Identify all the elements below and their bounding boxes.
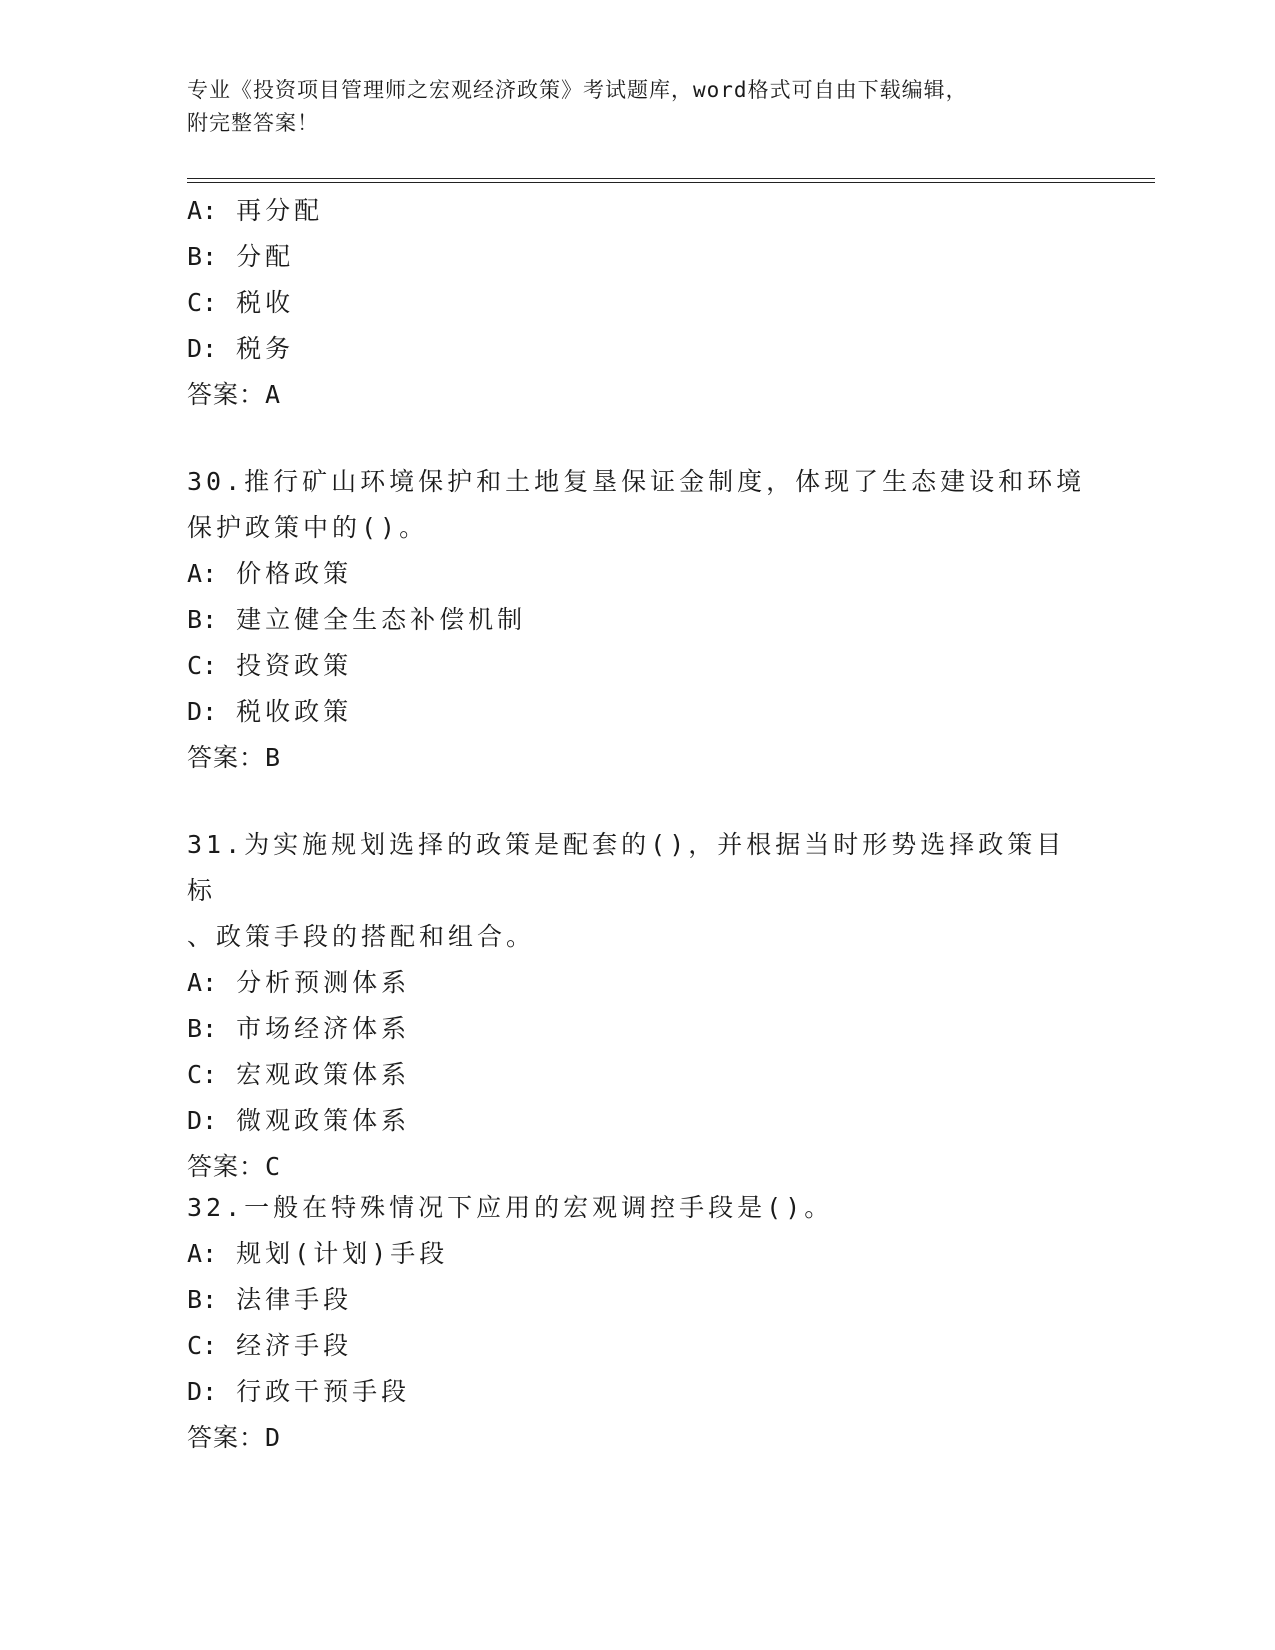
question-29-continued <box>187 188 1155 418</box>
answer-line: 答案：B <box>187 743 282 772</box>
option-c: C: 经济手段 <box>187 1331 353 1360</box>
option-a: A: 再分配 <box>187 196 324 225</box>
option-b: B: 建立健全生态补偿机制 <box>187 605 527 634</box>
option-c: C: 投资政策 <box>187 651 353 680</box>
question-stem-line-2: 、政策手段的搭配和组合。 <box>187 922 536 951</box>
question-stem-line-1: 30.推行矿山环境保护和土地复垦保证金制度，体现了生态建设和环境 <box>187 467 1086 496</box>
answer-line: 答案：D <box>187 1423 282 1452</box>
header-line-1: 专业《投资项目管理师之宏观经济政策》考试题库，word格式可自由下载编辑， <box>187 78 968 102</box>
option-a: A: 规划(计划)手段 <box>187 1239 449 1268</box>
question-stem-line-2: 保护政策中的()。 <box>187 513 429 542</box>
option-c: C: 宏观政策体系 <box>187 1060 411 1089</box>
option-b: B: 分配 <box>187 242 295 271</box>
answer-line: 答案：C <box>187 1152 282 1181</box>
option-b: B: 法律手段 <box>187 1285 353 1314</box>
question-30 <box>187 459 1155 781</box>
option-b: B: 市场经济体系 <box>187 1014 411 1043</box>
document-header <box>187 74 1087 140</box>
question-stem-line-1: 31.为实施规划选择的政策是配套的()，并根据当时形势选择政策目标 <box>187 830 1066 905</box>
option-a: A: 价格政策 <box>187 559 353 588</box>
answer-line: 答案：A <box>187 380 282 409</box>
option-d: D: 行政干预手段 <box>187 1377 411 1406</box>
option-a: A: 分析预测体系 <box>187 968 411 997</box>
option-d: D: 税务 <box>187 334 295 363</box>
option-c: C: 税收 <box>187 288 295 317</box>
option-d: D: 微观政策体系 <box>187 1106 411 1135</box>
header-line-2: 附完整答案！ <box>187 111 319 135</box>
header-divider <box>187 178 1155 183</box>
option-d: D: 税收政策 <box>187 697 353 726</box>
question-stem-line-1: 32.一般在特殊情况下应用的宏观调控手段是()。 <box>187 1193 834 1222</box>
question-32 <box>187 1185 1155 1461</box>
question-31 <box>187 822 1155 1190</box>
